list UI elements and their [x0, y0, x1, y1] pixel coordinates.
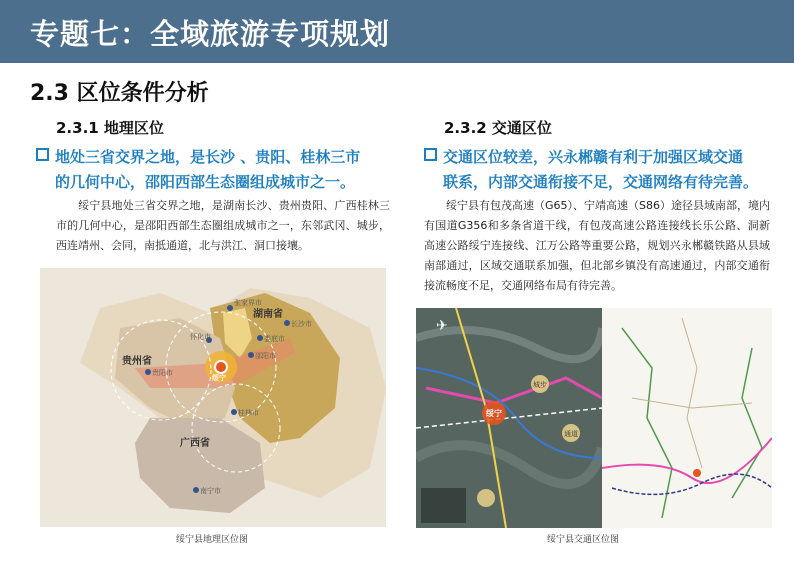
label-zhangjiajie: 张家界市 [234, 299, 262, 307]
right-map-caption: 绥宁县交通区位图 [547, 535, 620, 545]
page-header-title: 专题七：全域旅游专项规划 [30, 17, 391, 51]
label-guangxi: 广西省 [180, 438, 210, 449]
town-circle-4 [477, 489, 495, 507]
road-network-panel [602, 308, 772, 528]
shaoyang-dot [248, 352, 254, 358]
left-subtitle: 2.3.1 地理区位 [56, 119, 164, 137]
terrain-map-panel [416, 308, 602, 528]
right-body-text: 绥宁县有包茂高速（G65）、宁靖高速（S86）途径县域南部，境内有国道G356和多条省道干线，有包茂高速公路连接线长乐公路、洞新高速公路绥宁连接线、江万公路等重要公路，规划兴永郴赣铁路从县域南部通过，区域交通联系加强，但北部乡镇没有高速通过，内部交通衔接流畅度不足，交通网络布局有待完善。 [424, 199, 770, 292]
right-subtitle: 2.3.2 交通区位 [444, 119, 552, 137]
left-map-caption: 绥宁县地理区位图 [176, 535, 249, 545]
left-key-line2: 的几何中心，邵阳西部生态圈组成城市之一。 [55, 173, 356, 191]
label-town-3: 通道 [564, 430, 578, 438]
left-body-paragraph [56, 196, 390, 256]
label-suining: 绥宁 [212, 374, 226, 382]
airplane-icon: ✈ [436, 318, 448, 334]
checkbox-square-icon [424, 148, 437, 161]
label-guizhou: 贵州省 [122, 356, 152, 367]
label-guilin: 桂林市 [238, 409, 259, 417]
right-key-line2: 联系，内部交通衔接不足，交通网络有待完善。 [443, 173, 759, 191]
left-key-line1: 地处三省交界之地，是长沙 、贵阳、桂林三市 [55, 148, 361, 166]
label-shaoyang: 邵阳市 [255, 352, 276, 360]
label-loudi: 娄底市 [264, 335, 285, 343]
label-changsha: 长沙市 [291, 320, 312, 328]
nanning-dot [193, 487, 199, 493]
geographic-map-svg [40, 268, 386, 527]
zhangjiajie-dot [227, 305, 233, 311]
guilin-dot [231, 409, 237, 415]
left-body-text: 绥宁县地处三省交界之地，是湖南长沙、贵州贵阳、广西桂林三市的几何中心，是邵阳西部生态圈组成城市之一，东邻武冈、城步，西连靖州、会同，南抵通道，北与洪江、洞口接壤。 [56, 199, 390, 252]
station-marker [693, 469, 701, 477]
label-guiyang: 贵阳市 [152, 369, 173, 377]
checkbox-square-icon [36, 148, 49, 161]
label-huaihua: 怀化市 [190, 333, 211, 341]
loudi-dot [257, 335, 263, 341]
left-key-point [36, 145, 406, 195]
label-suining-town: 绥宁 [486, 409, 502, 418]
map-legend-box [421, 488, 466, 523]
changsha-dot [284, 320, 290, 326]
transport-location-map [416, 308, 772, 528]
guiyang-dot [145, 369, 151, 375]
label-hunan: 湖南省 [253, 309, 283, 320]
right-body-paragraph [424, 196, 770, 296]
section-title: 2.3 区位条件分析 [30, 81, 209, 106]
label-nanning: 南宁市 [200, 487, 221, 495]
right-key-point [424, 145, 780, 195]
suining-marker [215, 361, 227, 373]
road-network-svg [602, 308, 772, 528]
right-key-line1: 交通区位较差，兴永郴赣有利于加强区域交通 [443, 148, 744, 166]
geographic-location-map [40, 268, 386, 527]
label-town-2: 城步 [533, 381, 547, 389]
terrain-map-svg [416, 308, 602, 528]
